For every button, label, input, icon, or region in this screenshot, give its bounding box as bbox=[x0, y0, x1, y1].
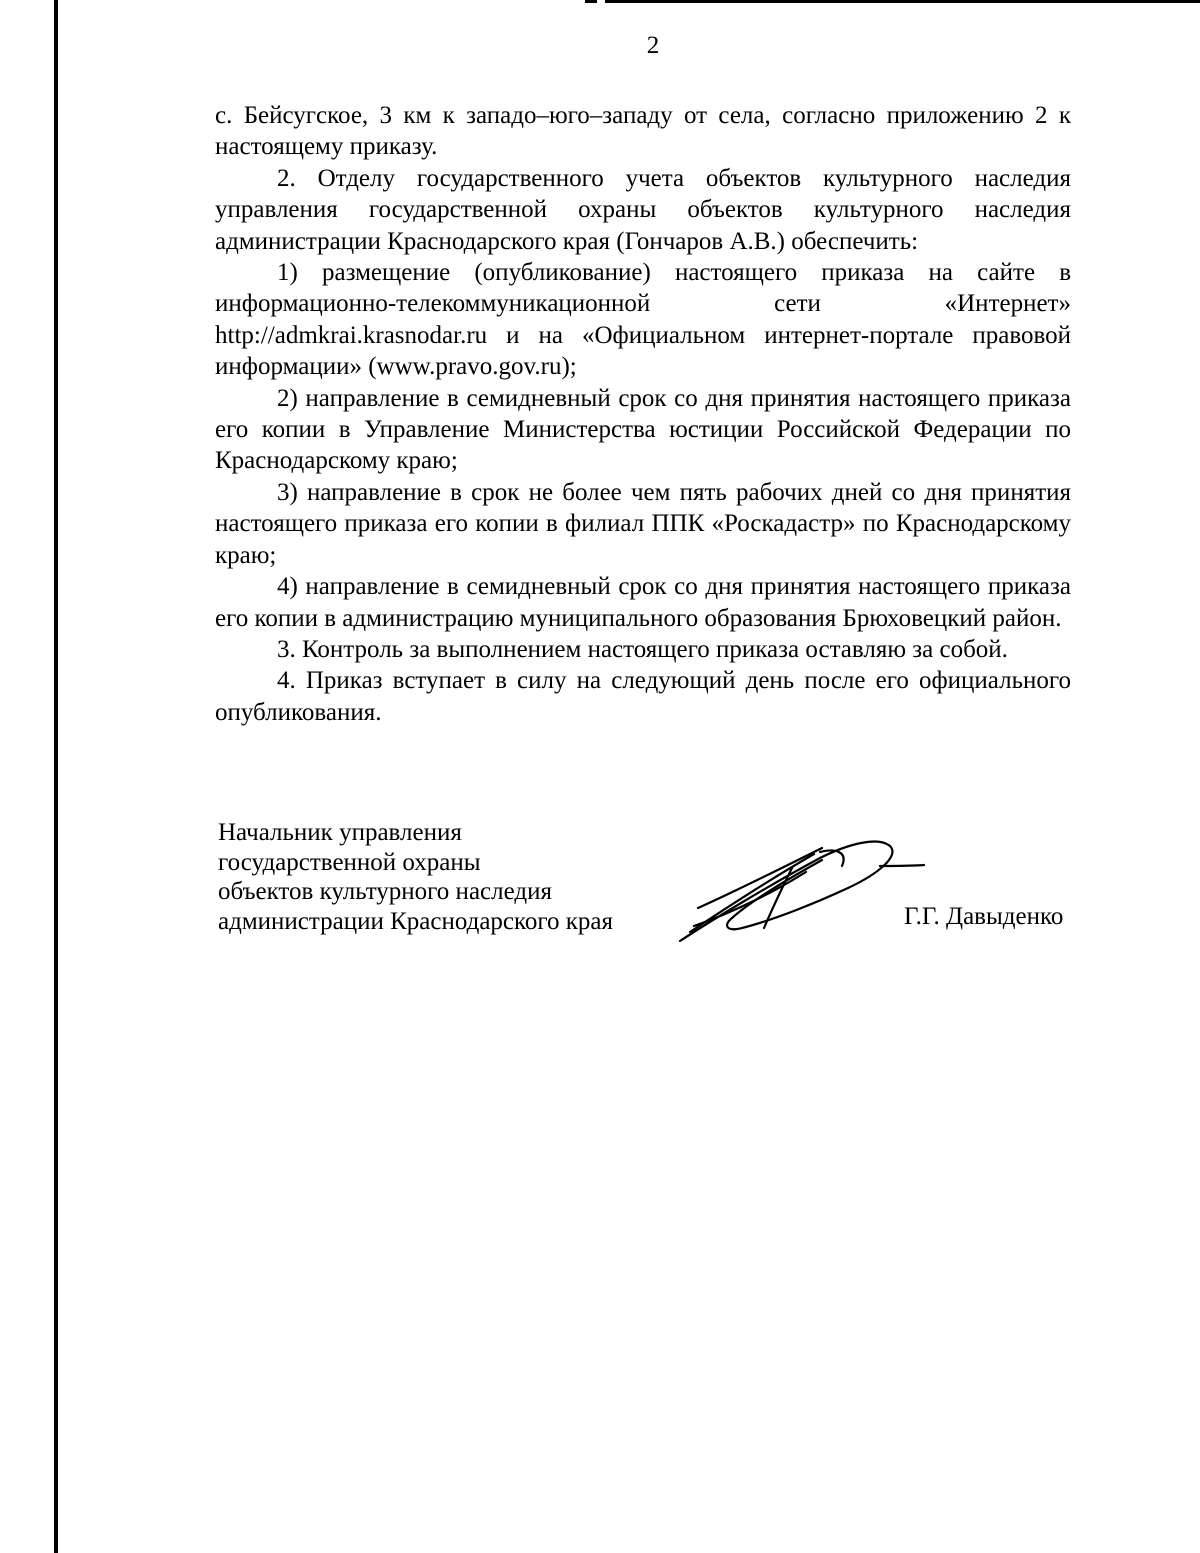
paragraph-subitem-1-line-1: 1) размещение (опубликование) настоящего приказа на сайте в bbox=[277, 259, 1071, 287]
signatory-position-line: Начальник управления bbox=[218, 819, 462, 846]
paragraph-item-4: 4. Приказ вступает в силу на следующий день после его официального опубликования. bbox=[215, 667, 1071, 726]
scan-edge-top-gap bbox=[597, 0, 605, 3]
signatory-position-line: объектов культурного наследия bbox=[218, 878, 552, 906]
paragraph-subitem-1-line-2: информационно-телекоммуникационной сети «Интернет» bbox=[215, 290, 1071, 318]
signatory-position bbox=[218, 818, 613, 937]
scan-edge-left bbox=[54, 0, 58, 1553]
paragraph-subitem-2: 2) направление в семидневный срок со дня принятия настоящего приказа его копии в Управление Министерства юстиции Российской Федерации по Краснодарскому краю; bbox=[215, 384, 1071, 475]
paragraph-subitem-1-line-3: http://admkrai.krasnodar.ru и на «Официальном интернет-портале правовой информации» (www.pravo.gov.ru); bbox=[215, 321, 1071, 381]
paragraph-subitem-3: 3) направление в срок не более чем пять рабочих дней со дня принятия настоящего приказа его копии в филиал ППК «Роскадастр» по Краснодарскому краю; bbox=[215, 478, 1071, 569]
handwritten-signature bbox=[672, 828, 932, 958]
scan-edge-top bbox=[585, 0, 1200, 3]
paragraph-item-2: 2. Отделу государственного учета объектов культурного наследия управления государственной охраны объектов культурного наследия администрации Краснодарского края (Гончаров А.В.) обеспечить: bbox=[215, 164, 1071, 255]
signatory-position-line: государственной охраны bbox=[218, 848, 481, 876]
paragraph-continuation: с. Бейсугское, 3 км к западо–юго–западу от села, согласно приложению 2 к настоящему приказу. bbox=[215, 102, 1071, 161]
signatory-position-line: администрации Краснодарского края bbox=[218, 908, 614, 936]
signatory-name: Г.Г. Давыденко bbox=[904, 903, 1064, 930]
document-body bbox=[215, 100, 1071, 728]
paragraph-subitem-4: 4) направление в семидневный срок со дня принятия настоящего приказа его копии в администрацию муниципального образования Брюховецкий район. bbox=[215, 573, 1071, 632]
page-number: 2 bbox=[646, 32, 660, 59]
paragraph-item-3: 3. Контроль за выполнением настоящего приказа оставляю за собой. bbox=[277, 635, 1008, 663]
